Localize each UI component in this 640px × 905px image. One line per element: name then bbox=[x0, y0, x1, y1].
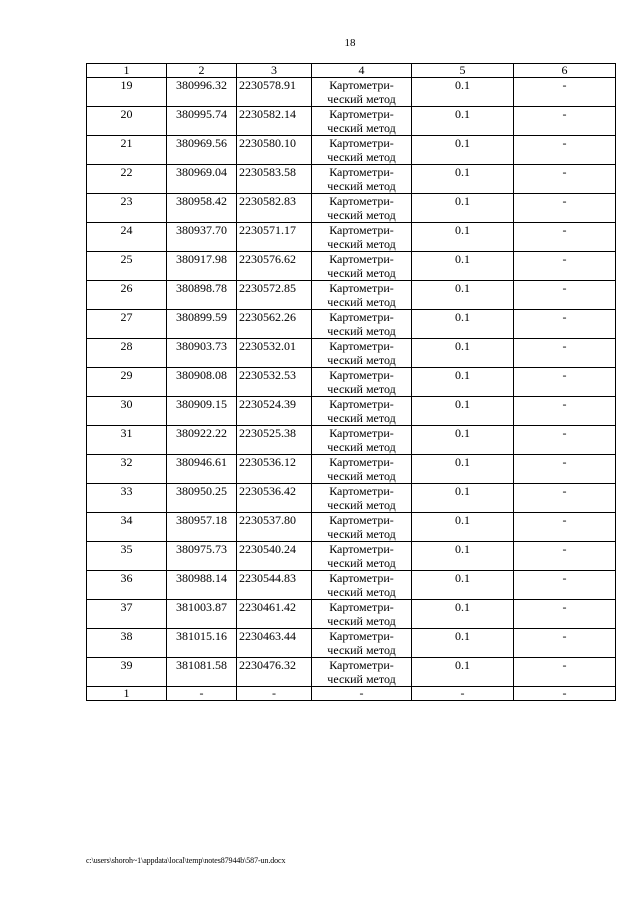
method-cell bbox=[312, 136, 412, 165]
table-row bbox=[87, 136, 616, 165]
closing-row-cell: - bbox=[312, 687, 412, 701]
table-row bbox=[87, 513, 616, 542]
y-coordinate-cell: 2230476.32 bbox=[237, 658, 312, 687]
method-line-2: ческий метод bbox=[327, 643, 396, 657]
y-coordinate-cell: 2230572.85 bbox=[237, 281, 312, 310]
method-line-1: Картометри- bbox=[329, 368, 394, 382]
x-coordinate-cell: 381081.58 bbox=[167, 658, 237, 687]
header-cell: 4 bbox=[312, 64, 412, 78]
x-coordinate-cell: 380996.32 bbox=[167, 78, 237, 107]
y-coordinate-cell: 2230582.14 bbox=[237, 107, 312, 136]
method-line-2: ческий метод bbox=[327, 556, 396, 570]
method-cell bbox=[312, 571, 412, 600]
method-cell bbox=[312, 629, 412, 658]
method-line-1: Картометри- bbox=[329, 600, 394, 614]
y-coordinate-cell: 2230461.42 bbox=[237, 600, 312, 629]
y-coordinate-cell: 2230536.12 bbox=[237, 455, 312, 484]
closing-row-cell: - bbox=[167, 687, 237, 701]
method-line-2: ческий метод bbox=[327, 353, 396, 367]
x-coordinate-cell: 380957.18 bbox=[167, 513, 237, 542]
method-cell bbox=[312, 600, 412, 629]
point-number-cell: 26 bbox=[87, 281, 167, 310]
point-number-cell: 22 bbox=[87, 165, 167, 194]
method-line-1: Картометри- bbox=[329, 136, 394, 150]
closing-row-cell: - bbox=[237, 687, 312, 701]
y-coordinate-cell: 2230578.91 bbox=[237, 78, 312, 107]
method-line-1: Картометри- bbox=[329, 252, 394, 266]
method-line-1: Картометри- bbox=[329, 78, 394, 92]
method-line-1: Картометри- bbox=[329, 658, 394, 672]
accuracy-cell: 0.1 bbox=[412, 600, 514, 629]
note-cell: - bbox=[514, 194, 616, 223]
method-cell bbox=[312, 513, 412, 542]
method-line-2: ческий метод bbox=[327, 411, 396, 425]
accuracy-cell: 0.1 bbox=[412, 136, 514, 165]
method-cell bbox=[312, 310, 412, 339]
accuracy-cell: 0.1 bbox=[412, 223, 514, 252]
x-coordinate-cell: 380917.98 bbox=[167, 252, 237, 281]
accuracy-cell: 0.1 bbox=[412, 107, 514, 136]
method-line-1: Картометри- bbox=[329, 455, 394, 469]
table-header-row bbox=[87, 64, 616, 78]
y-coordinate-cell: 2230562.26 bbox=[237, 310, 312, 339]
method-line-1: Картометри- bbox=[329, 339, 394, 353]
accuracy-cell: 0.1 bbox=[412, 252, 514, 281]
method-line-2: ческий метод bbox=[327, 150, 396, 164]
note-cell: - bbox=[514, 513, 616, 542]
method-line-2: ческий метод bbox=[327, 382, 396, 396]
method-line-2: ческий метод bbox=[327, 237, 396, 251]
note-cell: - bbox=[514, 426, 616, 455]
table-row bbox=[87, 107, 616, 136]
point-number-cell: 27 bbox=[87, 310, 167, 339]
x-coordinate-cell: 380969.56 bbox=[167, 136, 237, 165]
method-cell bbox=[312, 78, 412, 107]
point-number-cell: 30 bbox=[87, 397, 167, 426]
table-row bbox=[87, 165, 616, 194]
y-coordinate-cell: 2230540.24 bbox=[237, 542, 312, 571]
method-cell bbox=[312, 455, 412, 484]
point-number-cell: 21 bbox=[87, 136, 167, 165]
y-coordinate-cell: 2230583.58 bbox=[237, 165, 312, 194]
y-coordinate-cell: 2230532.53 bbox=[237, 368, 312, 397]
accuracy-cell: 0.1 bbox=[412, 513, 514, 542]
y-coordinate-cell: 2230532.01 bbox=[237, 339, 312, 368]
table-row bbox=[87, 194, 616, 223]
note-cell: - bbox=[514, 165, 616, 194]
method-line-1: Картометри- bbox=[329, 513, 394, 527]
method-line-2: ческий метод bbox=[327, 527, 396, 541]
point-number-cell: 37 bbox=[87, 600, 167, 629]
method-cell bbox=[312, 368, 412, 397]
header-cell: 1 bbox=[87, 64, 167, 78]
table-row bbox=[87, 542, 616, 571]
coordinates-table bbox=[86, 63, 616, 701]
x-coordinate-cell: 380946.61 bbox=[167, 455, 237, 484]
method-line-1: Картометри- bbox=[329, 629, 394, 643]
note-cell: - bbox=[514, 339, 616, 368]
table-row bbox=[87, 629, 616, 658]
accuracy-cell: 0.1 bbox=[412, 426, 514, 455]
x-coordinate-cell: 380899.59 bbox=[167, 310, 237, 339]
note-cell: - bbox=[514, 658, 616, 687]
point-number-cell: 36 bbox=[87, 571, 167, 600]
method-cell bbox=[312, 252, 412, 281]
accuracy-cell: 0.1 bbox=[412, 629, 514, 658]
point-number-cell: 20 bbox=[87, 107, 167, 136]
footer-file-path: c:\users\shoroh~1\appdata\local\temp\notes87944b\587-un.docx bbox=[86, 856, 286, 865]
x-coordinate-cell: 380975.73 bbox=[167, 542, 237, 571]
method-cell bbox=[312, 223, 412, 252]
accuracy-cell: 0.1 bbox=[412, 455, 514, 484]
header-cell: 2 bbox=[167, 64, 237, 78]
table-row bbox=[87, 339, 616, 368]
note-cell: - bbox=[514, 252, 616, 281]
x-coordinate-cell: 380995.74 bbox=[167, 107, 237, 136]
method-line-1: Картометри- bbox=[329, 194, 394, 208]
point-number-cell: 19 bbox=[87, 78, 167, 107]
accuracy-cell: 0.1 bbox=[412, 571, 514, 600]
page-number: 18 bbox=[344, 37, 356, 49]
method-line-1: Картометри- bbox=[329, 571, 394, 585]
point-number-cell: 23 bbox=[87, 194, 167, 223]
closing-row-cell: - bbox=[412, 687, 514, 701]
y-coordinate-cell: 2230582.83 bbox=[237, 194, 312, 223]
y-coordinate-cell: 2230571.17 bbox=[237, 223, 312, 252]
method-line-2: ческий метод bbox=[327, 208, 396, 222]
method-line-2: ческий метод bbox=[327, 324, 396, 338]
point-number-cell: 31 bbox=[87, 426, 167, 455]
y-coordinate-cell: 2230525.38 bbox=[237, 426, 312, 455]
note-cell: - bbox=[514, 78, 616, 107]
point-number-cell: 28 bbox=[87, 339, 167, 368]
accuracy-cell: 0.1 bbox=[412, 542, 514, 571]
point-number-cell: 39 bbox=[87, 658, 167, 687]
method-cell bbox=[312, 658, 412, 687]
point-number-cell: 29 bbox=[87, 368, 167, 397]
table-row bbox=[87, 426, 616, 455]
method-line-2: ческий метод bbox=[327, 672, 396, 686]
method-line-2: ческий метод bbox=[327, 266, 396, 280]
method-cell bbox=[312, 397, 412, 426]
method-cell bbox=[312, 426, 412, 455]
point-number-cell: 25 bbox=[87, 252, 167, 281]
point-number-cell: 34 bbox=[87, 513, 167, 542]
table-row bbox=[87, 658, 616, 687]
note-cell: - bbox=[514, 223, 616, 252]
note-cell: - bbox=[514, 600, 616, 629]
y-coordinate-cell: 2230544.83 bbox=[237, 571, 312, 600]
method-line-2: ческий метод bbox=[327, 585, 396, 599]
header-cell: 3 bbox=[237, 64, 312, 78]
y-coordinate-cell: 2230536.42 bbox=[237, 484, 312, 513]
accuracy-cell: 0.1 bbox=[412, 368, 514, 397]
method-line-1: Картометри- bbox=[329, 165, 394, 179]
method-line-2: ческий метод bbox=[327, 498, 396, 512]
y-coordinate-cell: 2230537.80 bbox=[237, 513, 312, 542]
note-cell: - bbox=[514, 542, 616, 571]
y-coordinate-cell: 2230524.39 bbox=[237, 397, 312, 426]
note-cell: - bbox=[514, 136, 616, 165]
method-cell bbox=[312, 484, 412, 513]
method-line-2: ческий метод bbox=[327, 614, 396, 628]
accuracy-cell: 0.1 bbox=[412, 194, 514, 223]
point-number-cell: 38 bbox=[87, 629, 167, 658]
note-cell: - bbox=[514, 397, 616, 426]
accuracy-cell: 0.1 bbox=[412, 310, 514, 339]
note-cell: - bbox=[514, 281, 616, 310]
x-coordinate-cell: 380908.08 bbox=[167, 368, 237, 397]
y-coordinate-cell: 2230580.10 bbox=[237, 136, 312, 165]
accuracy-cell: 0.1 bbox=[412, 339, 514, 368]
x-coordinate-cell: 380909.15 bbox=[167, 397, 237, 426]
note-cell: - bbox=[514, 310, 616, 339]
note-cell: - bbox=[514, 629, 616, 658]
table-row-closing bbox=[87, 687, 616, 701]
header-cell: 5 bbox=[412, 64, 514, 78]
method-cell bbox=[312, 542, 412, 571]
method-line-1: Картометри- bbox=[329, 484, 394, 498]
accuracy-cell: 0.1 bbox=[412, 281, 514, 310]
y-coordinate-cell: 2230576.62 bbox=[237, 252, 312, 281]
method-cell bbox=[312, 281, 412, 310]
point-number-cell: 32 bbox=[87, 455, 167, 484]
note-cell: - bbox=[514, 107, 616, 136]
table-body bbox=[87, 78, 616, 701]
method-cell bbox=[312, 107, 412, 136]
table-row bbox=[87, 397, 616, 426]
x-coordinate-cell: 381015.16 bbox=[167, 629, 237, 658]
table-row bbox=[87, 368, 616, 397]
method-line-1: Картометри- bbox=[329, 281, 394, 295]
x-coordinate-cell: 380937.70 bbox=[167, 223, 237, 252]
accuracy-cell: 0.1 bbox=[412, 484, 514, 513]
method-line-1: Картометри- bbox=[329, 223, 394, 237]
point-number-cell: 24 bbox=[87, 223, 167, 252]
y-coordinate-cell: 2230463.44 bbox=[237, 629, 312, 658]
x-coordinate-cell: 380969.04 bbox=[167, 165, 237, 194]
note-cell: - bbox=[514, 484, 616, 513]
method-cell bbox=[312, 194, 412, 223]
accuracy-cell: 0.1 bbox=[412, 658, 514, 687]
table-row bbox=[87, 310, 616, 339]
method-line-2: ческий метод bbox=[327, 179, 396, 193]
table-row bbox=[87, 484, 616, 513]
table-row bbox=[87, 78, 616, 107]
table-row bbox=[87, 281, 616, 310]
accuracy-cell: 0.1 bbox=[412, 397, 514, 426]
accuracy-cell: 0.1 bbox=[412, 78, 514, 107]
note-cell: - bbox=[514, 368, 616, 397]
method-line-2: ческий метод bbox=[327, 440, 396, 454]
method-line-1: Картометри- bbox=[329, 426, 394, 440]
x-coordinate-cell: 380903.73 bbox=[167, 339, 237, 368]
accuracy-cell: 0.1 bbox=[412, 165, 514, 194]
note-cell: - bbox=[514, 571, 616, 600]
method-line-2: ческий метод bbox=[327, 121, 396, 135]
method-line-2: ческий метод bbox=[327, 92, 396, 106]
closing-row-cell: 1 bbox=[87, 687, 167, 701]
method-cell bbox=[312, 165, 412, 194]
closing-row-cell: - bbox=[514, 687, 616, 701]
table-row bbox=[87, 223, 616, 252]
method-line-1: Картометри- bbox=[329, 310, 394, 324]
note-cell: - bbox=[514, 455, 616, 484]
table-row bbox=[87, 252, 616, 281]
x-coordinate-cell: 380922.22 bbox=[167, 426, 237, 455]
x-coordinate-cell: 380950.25 bbox=[167, 484, 237, 513]
method-line-2: ческий метод bbox=[327, 469, 396, 483]
method-line-1: Картометри- bbox=[329, 542, 394, 556]
method-cell bbox=[312, 339, 412, 368]
table-row bbox=[87, 455, 616, 484]
point-number-cell: 35 bbox=[87, 542, 167, 571]
header-cell: 6 bbox=[514, 64, 616, 78]
method-line-1: Картометри- bbox=[329, 107, 394, 121]
point-number-cell: 33 bbox=[87, 484, 167, 513]
x-coordinate-cell: 380958.42 bbox=[167, 194, 237, 223]
method-line-1: Картометри- bbox=[329, 397, 394, 411]
table-row bbox=[87, 571, 616, 600]
method-line-2: ческий метод bbox=[327, 295, 396, 309]
x-coordinate-cell: 380898.78 bbox=[167, 281, 237, 310]
x-coordinate-cell: 380988.14 bbox=[167, 571, 237, 600]
x-coordinate-cell: 381003.87 bbox=[167, 600, 237, 629]
table-row bbox=[87, 600, 616, 629]
